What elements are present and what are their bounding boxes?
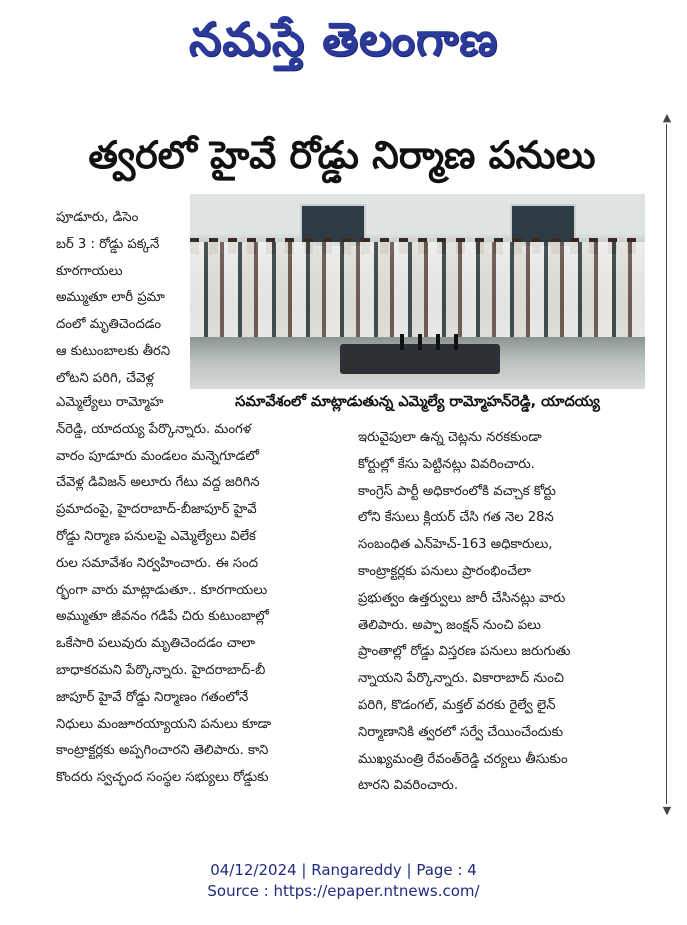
body-line: ఇరువైపులా ఉన్న చెట్లను నరకకుండా bbox=[358, 430, 542, 445]
body-line: దంలో మృతిచెందడం bbox=[56, 317, 162, 333]
body-line: ముఖ్యమంత్రి రేవంత్‌రెడ్డి చర్యలు తీసుకుం bbox=[358, 751, 568, 767]
body-line: జాపూర్ హైవే రోడ్డు నిర్మాణం గతంలోనే bbox=[56, 689, 249, 705]
newspaper-logo: నమస్తే తెలంగాణ bbox=[188, 12, 499, 66]
photo-background-wall bbox=[190, 194, 645, 234]
body-line: కాంట్రాక్టర్లకు అప్పగించారని తెలిపారు. కాని bbox=[56, 743, 269, 759]
photo-crowd bbox=[190, 242, 645, 337]
photo-caption: సమావేశంలో మాట్లాడుతున్న ఎమ్మెల్యే రామ్మోహన్‌రెడ్డి, యాదయ్య bbox=[235, 394, 600, 410]
microphone-icon bbox=[436, 334, 440, 350]
body-line: కాంగ్రెస్ పార్టీ అధికారంలోకి వచ్చాక కోర్టు bbox=[358, 483, 556, 499]
microphone-icon bbox=[454, 334, 458, 350]
body-line: బాధాకరమని పేర్కొన్నారు. హైదరాబాద్-బీ bbox=[56, 662, 266, 678]
footer-source-link[interactable]: Source : https://epaper.ntnews.com/ bbox=[207, 882, 480, 900]
body-line: ప్రమాదంపై, హైదరాబాద్-బీజాపూర్ హైవే bbox=[56, 502, 257, 518]
body-line: న్నాయని పేర్కొన్నారు. వికారాబాద్ నుంచి bbox=[358, 671, 564, 687]
article-headline: త్వరలో హైవే రోడ్డు నిర్మాణ పనులు bbox=[88, 133, 596, 177]
body-line: రోడ్డు నిర్మాణ పనులపై ఎమ్మెల్యేలు విలేక bbox=[56, 528, 256, 544]
body-line: అమ్ముతూ లారీ ప్రమా bbox=[56, 290, 165, 306]
left-column bbox=[56, 390, 346, 820]
body-line: కోర్టుల్లో కేసు పెట్టినట్లు వివరించారు. bbox=[358, 456, 535, 472]
body-line: ఒకేసారి పలువురు మృతిచెందడం చాలా bbox=[56, 636, 255, 652]
microphone-icon bbox=[418, 334, 422, 350]
body-line: బర్ 3 : రోడ్డు పక్కనే bbox=[56, 236, 160, 252]
body-line: కొందరు స్వచ్ఛంద సంస్థల సభ్యులు రోడ్డుకు bbox=[56, 770, 269, 786]
body-line: నిధులు మంజూరయ్యాయని పనులు కూడా bbox=[56, 716, 272, 732]
body-line: కూరగాయలు bbox=[56, 263, 123, 279]
body-line: లోటని పరిగి, చేవెళ్ల bbox=[56, 370, 154, 386]
article-photo bbox=[190, 194, 645, 389]
body-line: రుల సమావేశం నిర్వహించారు. ఈ సంద bbox=[56, 555, 259, 571]
scroll-track[interactable] bbox=[666, 124, 667, 804]
body-line: అమ్ముతూ జీవనం గడిపే చిరు కుటుంబాల్లో bbox=[56, 609, 269, 625]
footer-date-line: 04/12/2024 | Rangareddy | Page : 4 bbox=[210, 861, 477, 879]
body-line: న్‌రెడ్డి, యాదయ్య పేర్కొన్నారు. మంగళ bbox=[56, 421, 252, 437]
body-line: ప్రభుత్వం ఉత్తర్వులు జారీ చేసినట్లు వారు bbox=[358, 590, 566, 606]
body-line: ఎమ్మెల్యేలు రామ్మోహ bbox=[56, 395, 164, 410]
right-column bbox=[358, 425, 648, 820]
body-line: ఆ కుటుంబాలకు తీరని bbox=[56, 343, 171, 359]
body-line: లోని కేసులు క్లియర్ చేసి గత నెల 28న bbox=[358, 510, 554, 526]
down-arrow-icon[interactable]: ▼ bbox=[662, 804, 672, 817]
body-line: పూడూరు, డిసెం bbox=[56, 210, 139, 225]
body-line: నిర్మాణానికి త్వరలో సర్వే చేయించేందుకు bbox=[358, 724, 564, 740]
body-line: వారం పూడూరు మండలం మన్నెగూడలో bbox=[56, 448, 259, 464]
page-footer bbox=[0, 860, 687, 910]
microphone-icon bbox=[400, 334, 404, 350]
up-arrow-icon[interactable]: ▲ bbox=[662, 111, 672, 124]
body-line: ర్భంగా వారు మాట్లాడుతూ.. కూరగాయలు bbox=[56, 582, 268, 598]
body-line: సంబంధిత ఎన్‌హెచ్-163 అధికారులు, bbox=[358, 537, 553, 553]
masthead bbox=[0, 0, 687, 90]
body-line: పరిగి, కొడంగల్, మక్తల్ వరకు రైల్వే లైన్ bbox=[358, 697, 556, 713]
body-line: కాంట్రాక్టర్లకు పనులు ప్రారంభించేలా bbox=[358, 563, 531, 579]
body-line: ప్రాంతాల్లో రోడ్డు విస్తరణ పనులు జరుగుతు bbox=[358, 644, 571, 660]
body-line: తెలిపారు. అప్పా జంక్షన్ నుంచి పలు bbox=[358, 617, 541, 633]
left-column-top bbox=[56, 205, 186, 390]
scroll-indicator[interactable] bbox=[660, 112, 674, 817]
body-line: టారని వివరించారు. bbox=[358, 778, 459, 794]
body-line: చేవెళ్ల డివిజన్ అలూరు గేటు వద్ద జరిగిన bbox=[56, 475, 260, 491]
